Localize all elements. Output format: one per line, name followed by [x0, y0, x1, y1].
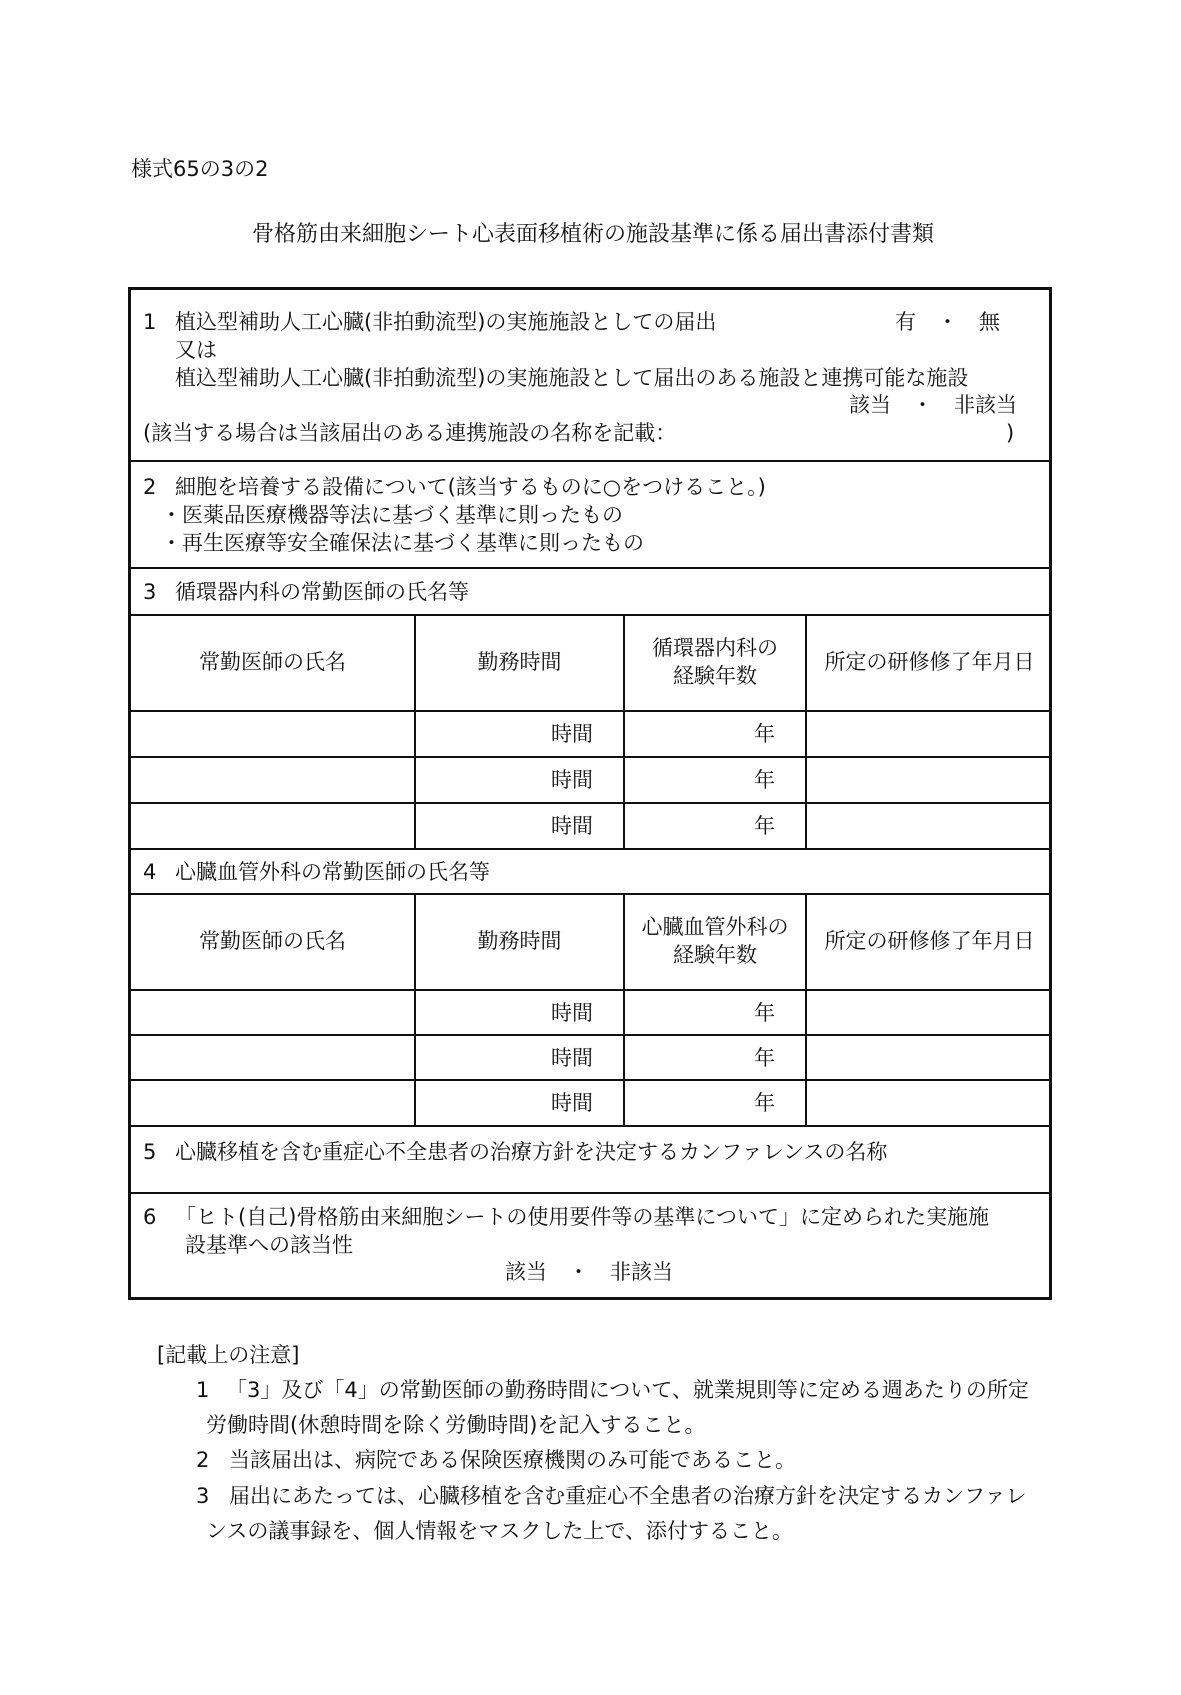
section1-line3: 植込型補助人工心臓(非拍動流型)の実施施設として届出のある施設と連携可能な施設 — [175, 366, 969, 390]
section1-line4: (該当する場合は当該届出のある連携施設の名称を記載： — [143, 421, 677, 445]
section6-line1: 「ヒト(自己)骨格筋由来細胞シートの使用要件等の基準について」に定められた実施施 — [175, 1205, 989, 1229]
s3-header-hours: 勤務時間 — [477, 650, 562, 674]
s3-row1-years-unit[interactable]: 年 — [754, 722, 775, 746]
s3-row3-training-field[interactable] — [807, 802, 1052, 848]
s3-row2-name-field[interactable] — [131, 756, 414, 802]
s3-header-training: 所定の研修修了年月日 — [824, 650, 1035, 674]
section2-bullet1[interactable]: ・医薬品医療機器等法に基づく基準に則ったもの — [161, 503, 623, 527]
section1-choice-yes-no[interactable]: 有 ・ 無 — [895, 310, 1000, 334]
s3-row3-years-unit[interactable]: 年 — [754, 814, 775, 838]
s4-row2-hours-unit[interactable]: 時間 — [551, 1045, 593, 1070]
section2-line1: 細胞を培養する設備について(該当するものに○をつけること。) — [175, 475, 766, 499]
s4-row2-name-field[interactable] — [131, 1034, 414, 1079]
note3-line1: 届出にあたっては、心臓移植を含む重症心不全患者の治療方針を決定するカンファレ — [229, 1484, 1027, 1508]
s3-header-experience-line2: 経験年数 — [673, 664, 757, 688]
s4-row3-hours-unit[interactable]: 時間 — [551, 1091, 593, 1115]
section5-number: 5 — [143, 1140, 157, 1164]
note3-line2: ンスの議事録を、個人情報をマスクした上で、添付すること。 — [206, 1519, 793, 1543]
notes-heading: [記載上の注意] — [157, 1343, 300, 1367]
s3-row2-hours-unit[interactable]: 時間 — [551, 768, 593, 792]
s3-header-experience — [625, 614, 805, 710]
section4-heading: 心臓血管外科の常勤医師の氏名等 — [175, 860, 490, 884]
s4-header-hours: 勤務時間 — [477, 929, 562, 953]
s3-header-experience-line1: 循環器内科の — [652, 636, 778, 660]
note1-line1: 「3」及び「4」の常勤医師の勤務時間について、就業規則等に定める週あたりの所定 — [226, 1378, 1029, 1402]
s3-row1-training-field[interactable] — [807, 710, 1052, 756]
note1-line2: 労働時間(休憩時間を除く労働時間)を記入すること。 — [206, 1413, 706, 1437]
divider — [131, 1125, 1049, 1127]
section1-number: 1 — [143, 310, 157, 334]
note3-number: 3 — [196, 1484, 210, 1508]
s4-row2-years-unit[interactable]: 年 — [754, 1045, 775, 1070]
section2-bullet2[interactable]: ・再生医療等安全確保法に基づく基準に則ったもの — [161, 531, 644, 555]
section6-line2: 設基準への該当性 — [185, 1233, 353, 1257]
s4-header-experience — [625, 893, 805, 989]
s4-row1-hours-unit[interactable]: 時間 — [551, 1000, 593, 1025]
s4-row3-years-unit[interactable]: 年 — [754, 1091, 775, 1115]
divider — [131, 848, 1049, 850]
s3-header-name: 常勤医師の氏名 — [199, 650, 346, 674]
divider — [131, 567, 1049, 569]
page-title: 骨格筋由来細胞シート心表面移植術の施設基準に係る届出書添付書類 — [252, 222, 935, 247]
s4-header-name: 常勤医師の氏名 — [199, 929, 346, 953]
s4-row3-name-field[interactable] — [131, 1079, 414, 1125]
s4-row1-name-field[interactable] — [131, 989, 414, 1034]
s4-row2-training-field[interactable] — [807, 1034, 1052, 1079]
section1-line1: 植込型補助人工心臓(非拍動流型)の実施施設としての届出 — [175, 310, 717, 334]
s4-header-experience-line1: 心臓血管外科の — [641, 915, 789, 939]
s3-row1-hours-unit[interactable]: 時間 — [551, 722, 593, 746]
s4-row3-training-field[interactable] — [807, 1079, 1052, 1125]
section1-line4-close: ) — [1006, 421, 1015, 445]
note1-number: 1 — [196, 1378, 210, 1402]
s4-header-training: 所定の研修修了年月日 — [824, 929, 1035, 953]
s3-row2-years-unit[interactable]: 年 — [754, 768, 775, 792]
section6-number: 6 — [143, 1205, 157, 1229]
s3-row3-name-field[interactable] — [131, 802, 414, 848]
s4-header-experience-line2: 経験年数 — [673, 943, 757, 967]
section6-choice-applicable[interactable]: 該当 ・ 非該当 — [505, 1260, 673, 1284]
section5-heading: 心臓移植を含む重症心不全患者の治療方針を決定するカンファレンスの名称 — [175, 1140, 888, 1164]
note2-number: 2 — [196, 1448, 210, 1472]
s4-row1-training-field[interactable] — [807, 989, 1052, 1034]
section3-heading: 循環器内科の常勤医師の氏名等 — [175, 580, 469, 604]
s3-row1-name-field[interactable] — [131, 710, 414, 756]
section2-number: 2 — [143, 475, 157, 499]
section1-line2: 又は — [175, 338, 217, 362]
section3-number: 3 — [143, 580, 157, 604]
s3-row3-hours-unit[interactable]: 時間 — [551, 814, 593, 838]
divider — [131, 460, 1049, 462]
s3-row2-training-field[interactable] — [807, 756, 1052, 802]
section1-choice-applicable[interactable]: 該当 ・ 非該当 — [849, 393, 1017, 417]
divider — [131, 1192, 1049, 1194]
section4-number: 4 — [143, 860, 157, 884]
form-number: 様式65の3の2 — [131, 157, 269, 181]
s4-row1-years-unit[interactable]: 年 — [754, 1000, 775, 1025]
form-table — [128, 287, 1052, 1300]
note2-line1: 当該届出は、病院である保険医療機関のみ可能であること。 — [229, 1448, 796, 1472]
